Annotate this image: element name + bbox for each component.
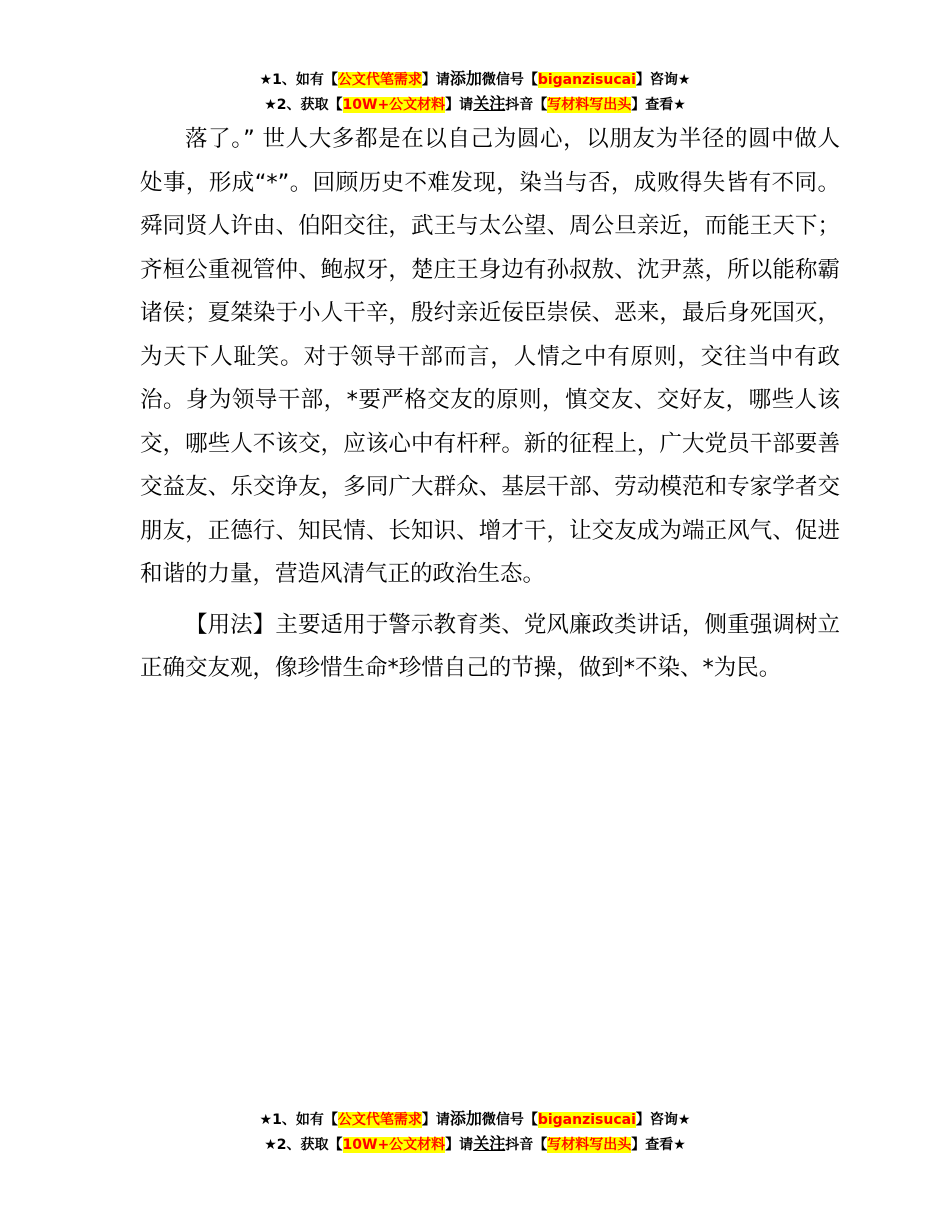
banner-text: 1、如有【 (272, 72, 338, 88)
banner-text: 】请 (421, 1112, 450, 1128)
highlight-text: 10W+公文材料 (342, 1137, 446, 1153)
star-icon: ★ (259, 1112, 273, 1128)
footer-banner (0, 1107, 950, 1157)
emphasis-text: 添加 (449, 69, 482, 88)
banner-text: 2、获取【 (276, 97, 343, 113)
document-body (140, 118, 840, 691)
banner-text: 】查看 (631, 97, 674, 113)
header-banner (0, 67, 950, 117)
highlight-text: 公文代笔需求 (337, 72, 422, 88)
usage-paragraph: 【用法】主要适用于警示教育类、党风廉政类讲话，侧重强调树立正确交友观，像珍惜生命*珍惜自己的节操，做到*不染、*为民。 (140, 611, 840, 681)
star-icon: ★ (677, 1112, 691, 1128)
body-paragraph: 落了。” 世人大多都是在以自己为圆心，以朋友为半径的圆中做人处事，形成“*”。回顾历史不难发现，染当与否，成败得失皆有不同。舜同贤人许由、伯阳交往，武王与太公望、周公旦亲近，而能王天下；齐桓公重视管仲、鲍叔牙，楚庄王身边有孙叔敖、沈尹蒸，所以能称霸诸侯；夏桀染于小人干辛，殷纣亲近佞臣崇侯、恶来，最后身死国灭，为天下人耻笑。对于领导干部而言，人情之中有原则，交往当中有政治。身为领导干部，*要严格交友的原则，慎交友、交好友，哪些人该交，哪些人不该交，应该心中有杆秤。新的征程上，广大党员干部要善交益友、乐交诤友，多同广大群众、基层干部、劳动模范和专家学者交朋友，正德行、知民情、长知识、增才干，让交友成为端正风气、促进和谐的力量，营造风清气正的政治生态。 (140, 126, 840, 587)
banner-text: 抖音【 (505, 1137, 548, 1153)
emphasis-text: 添加 (449, 1109, 482, 1128)
wechat-id-highlight: biganzisucai (537, 1112, 636, 1128)
banner-text: 】咨询 (635, 72, 678, 88)
banner-text: 2、获取【 (276, 1137, 343, 1153)
douyin-name-highlight: 写材料写出头 (547, 97, 632, 113)
emphasis-text: 关注 (473, 1134, 506, 1153)
footer-line-1 (0, 1107, 950, 1132)
star-icon: ★ (677, 72, 691, 88)
star-icon: ★ (264, 97, 277, 113)
banner-text: 1、如有【 (272, 1112, 338, 1128)
douyin-name-highlight: 写材料写出头 (547, 1137, 632, 1153)
star-icon: ★ (259, 72, 273, 88)
banner-text: 】请 (421, 72, 450, 88)
banner-text: 】请 (445, 97, 474, 113)
wechat-id-highlight: biganzisucai (537, 72, 636, 88)
banner-text: 微信号【 (481, 1112, 538, 1128)
highlight-text: 10W+公文材料 (342, 97, 446, 113)
header-line-1 (0, 67, 950, 92)
banner-text: 】请 (445, 1137, 474, 1153)
star-icon: ★ (264, 1137, 277, 1153)
header-line-2 (0, 92, 950, 117)
banner-text: 】查看 (631, 1137, 674, 1153)
star-icon: ★ (673, 1137, 686, 1153)
banner-text: 】咨询 (635, 1112, 678, 1128)
emphasis-text: 关注 (473, 94, 506, 113)
star-icon: ★ (673, 97, 686, 113)
footer-line-2 (0, 1132, 950, 1157)
banner-text: 抖音【 (505, 97, 548, 113)
banner-text: 微信号【 (481, 72, 538, 88)
highlight-text: 公文代笔需求 (337, 1112, 422, 1128)
